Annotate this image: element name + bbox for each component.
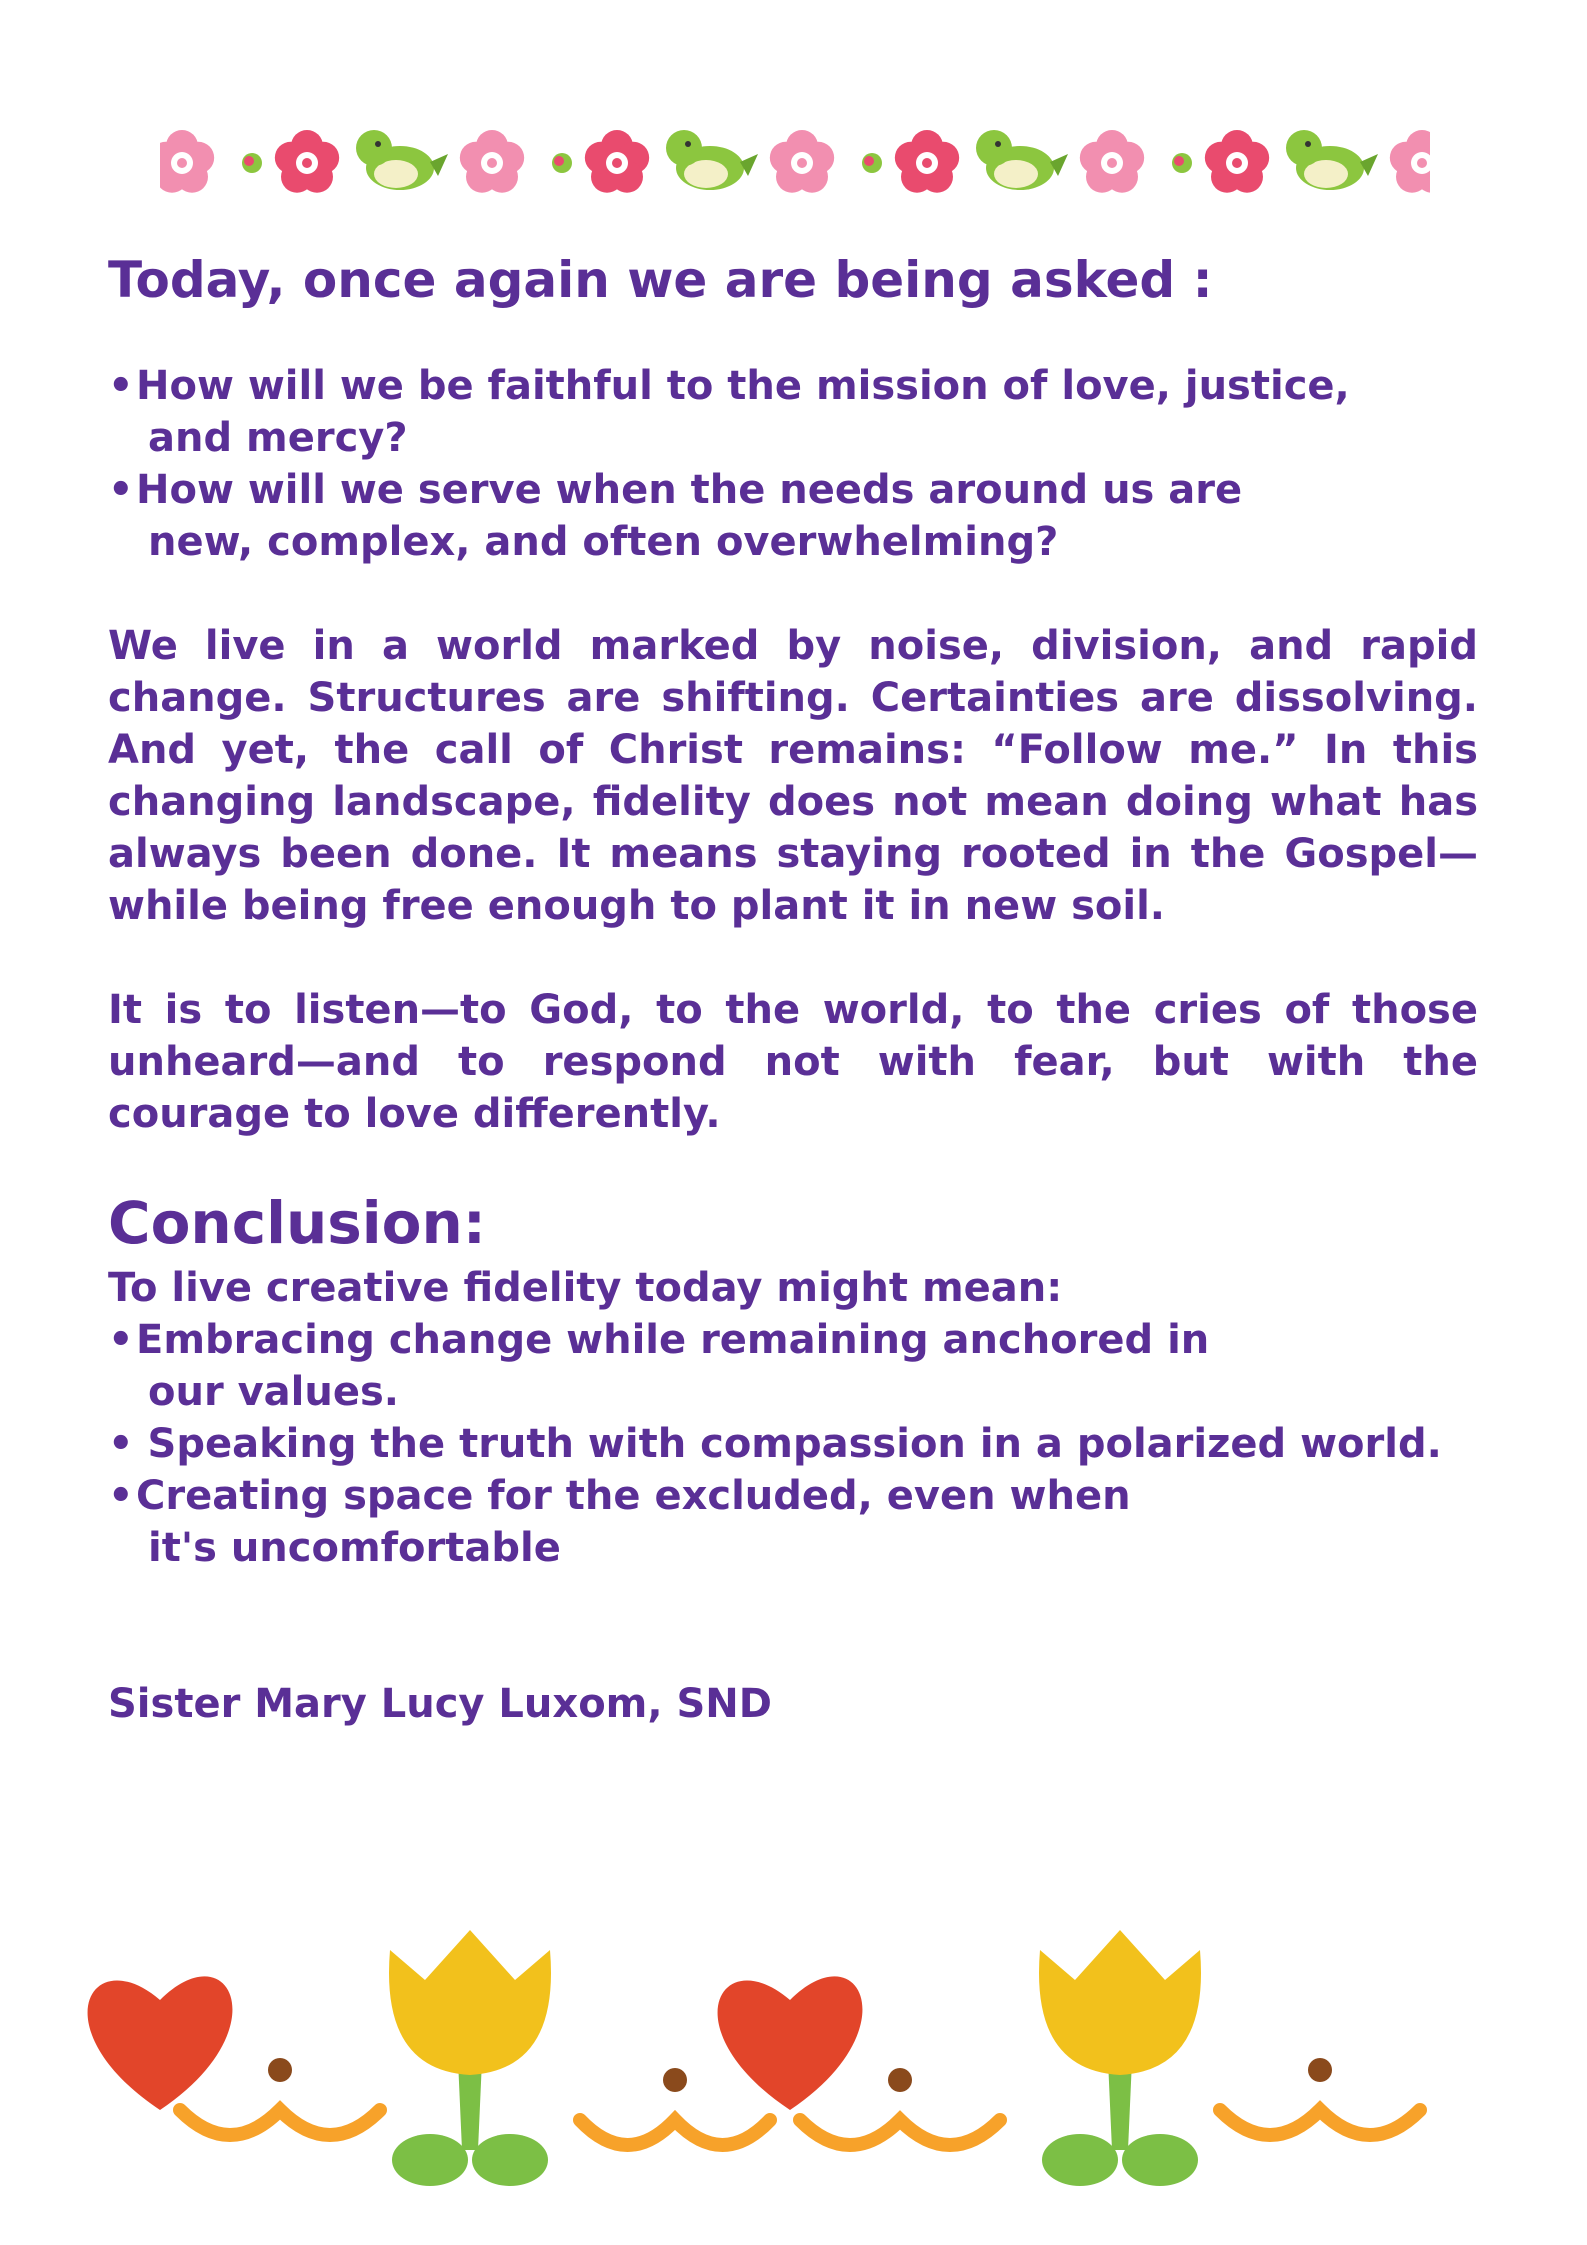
bird-icon [976,130,1068,190]
question-line-continued: and mercy? [148,415,408,461]
bird-icon [666,130,758,190]
berry-icon [862,153,882,173]
question-line: How will we serve when the needs around us are [136,467,1243,513]
signature: Sister Mary Lucy Luxom, SND [108,1680,772,1727]
heart-icon [718,1976,863,2110]
bullet-marker: • [108,1472,134,1519]
berry-icon [552,153,572,173]
paragraph-listen: It is to listen—to God, to the world, to the cries of those unheard—and to respond not with fear, but with the courage to love differently. [108,987,1478,1137]
conclusion-item [108,1418,1478,1470]
flower-icon [770,130,834,193]
conclusion-item [108,1314,1478,1418]
flower-icon [1080,130,1144,193]
flower-icon [895,130,959,193]
conclusion-list [108,1314,1478,1574]
berry-icon [242,153,262,173]
top-decorative-border [160,118,1430,208]
hearts-tulips-border-image [80,1900,1560,2200]
conclusion-line-continued: our values. [148,1368,399,1415]
heart-icon [88,1976,233,2110]
bullet-marker: • [108,1420,134,1467]
conclusion-item [108,1470,1478,1574]
paragraph-world-change: We live in a world marked by noise, division, and rapid change. Structures are shifting. Certainties are dissolving. And yet, the call of Christ remains: “Follow me.” In this changing landscape, fidelity does not mean doing what has always been done. It means staying rooted in the Gospel—while being free enough to plant it in new soil. [108,623,1478,929]
question-line: How will we be faithful to the mission of love, justice, [136,363,1350,409]
flower-icon [1390,130,1430,193]
wave-icon [580,2068,770,2145]
conclusion-line-continued: it's uncomfortable [148,1524,561,1571]
question-line-continued: new, complex, and often overwhelming? [148,519,1059,565]
bullet-marker: • [108,467,134,513]
flower-icon [460,130,524,193]
flower-bird-border-image [160,118,1430,208]
question-list [108,360,1478,568]
conclusion-lead: To live creative fidelity today might mean: [108,1264,1063,1311]
tulip-icon [1039,1930,1201,2186]
page-heading: Today, once again we are being asked : [108,251,1213,309]
conclusion-line: Creating space for the excluded, even when [136,1472,1131,1519]
wave-icon [800,2068,1000,2145]
conclusion-title: Conclusion: [108,1189,486,1257]
bottom-decorative-border [80,1900,1560,2200]
flower-icon [585,130,649,193]
conclusion-line: Embracing change while remaining anchored in [136,1316,1210,1363]
wave-icon [180,2058,380,2135]
bird-icon [356,130,448,190]
document-body [108,250,1478,1730]
flower-icon [275,130,339,193]
flower-icon [160,130,214,193]
bird-icon [1286,130,1378,190]
question-item [108,360,1478,464]
berry-icon [1172,153,1192,173]
question-item [108,464,1478,568]
tulip-icon [389,1930,551,2186]
wave-icon [1220,2058,1420,2135]
flower-icon [1205,130,1269,193]
conclusion-line: Speaking the truth with compassion in a polarized world. [147,1420,1442,1467]
bullet-marker: • [108,1316,134,1363]
bullet-marker: • [108,363,134,409]
